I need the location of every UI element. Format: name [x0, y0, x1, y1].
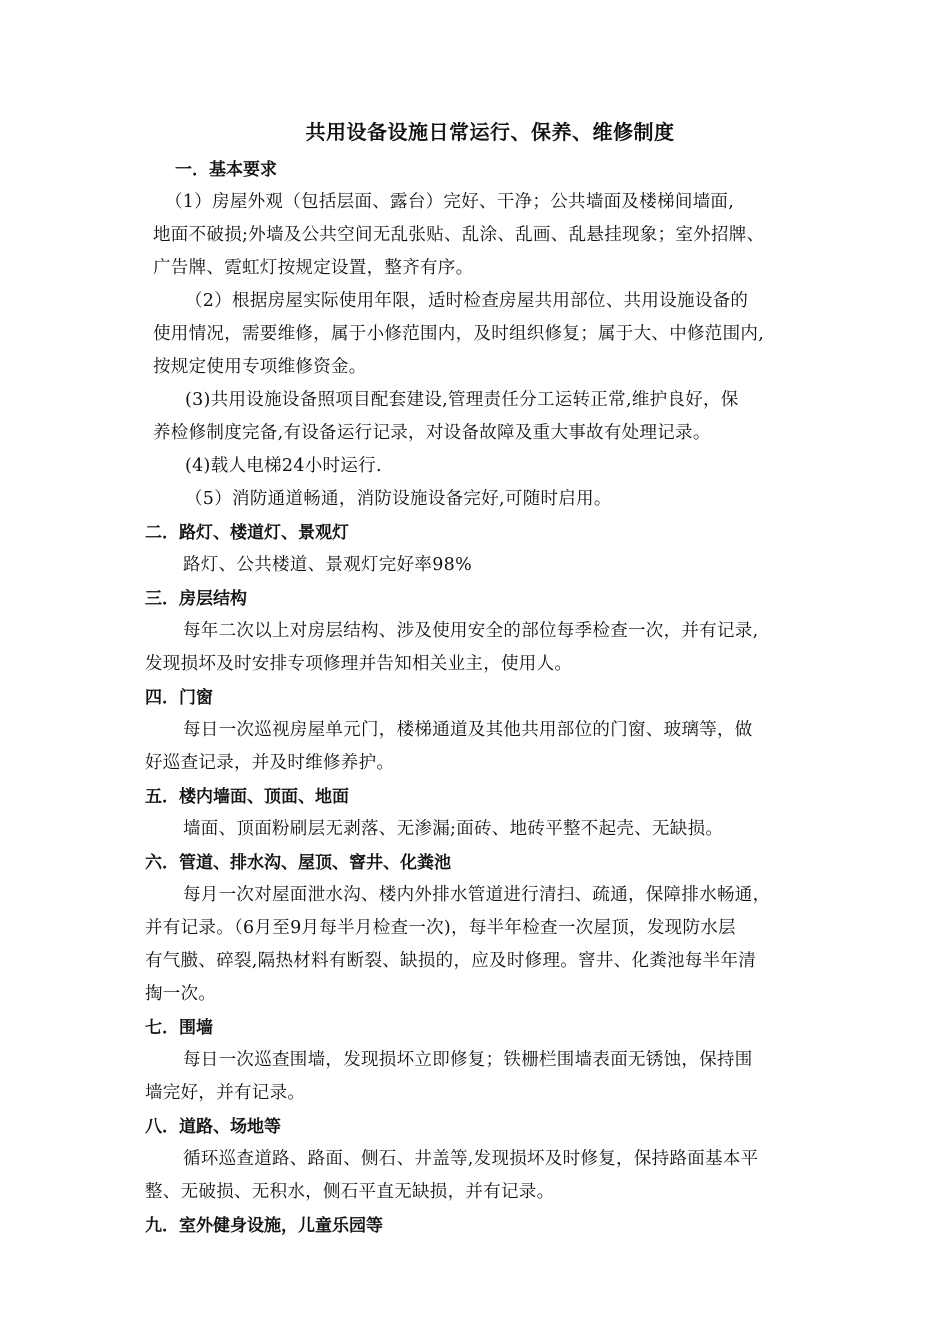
paragraph-line: 每日一次巡视房屋单元门，楼梯通道及其他共用部位的门窗、玻璃等，做	[183, 720, 753, 740]
paragraph-line: 墙面、顶面粉刷层无剥落、无渗漏;面砖、地砖平整不起壳、无缺损。	[183, 819, 724, 839]
paragraph-line: 墙完好，并有记录。	[145, 1083, 306, 1103]
paragraph-line: 每日一次巡查围墙，发现损坏立即修复；铁栅栏围墙表面无锈蚀，保持围	[183, 1050, 753, 1070]
paragraph-line: 地面不破损;外墙及公共空间无乱张贴、乱涂、乱画、乱悬挂现象；室外招牌、	[153, 225, 765, 245]
paragraph-line: 掏一次。	[145, 984, 217, 1004]
section-heading: 七．围墙	[145, 1018, 213, 1038]
paragraph-line: 整、无破损、无积水，侧石平直无缺损，并有记录。	[145, 1182, 555, 1202]
paragraph-line: 并有记录。（6月至9月每半月检查一次)，每半年检查一次屋顶，发现防水层	[145, 918, 736, 938]
section-heading: 八．道路、场地等	[145, 1117, 281, 1137]
section-heading: 一．基本要求	[175, 160, 277, 180]
document-title: 共用设备设施日常运行、保养、维修制度	[305, 120, 675, 144]
section-heading: 三．房层结构	[145, 589, 247, 609]
section-heading: 四．门窗	[145, 688, 213, 708]
paragraph-line: (4)载人电梯24小时运行.	[185, 456, 382, 476]
paragraph-line: （2）根据房屋实际使用年限，适时检查房屋共用部位、共用设施设备的	[185, 291, 749, 311]
paragraph-line: 循环巡查道路、路面、侧石、井盖等,发现损坏及时修复，保持路面基本平	[183, 1149, 759, 1169]
section-heading: 九．室外健身设施，儿童乐园等	[145, 1216, 383, 1236]
paragraph-line: 养检修制度完备,有设备运行记录，对设备故障及重大事故有处理记录。	[153, 423, 711, 443]
paragraph-line: 发现损坏及时安排专项修理并告知相关业主，使用人。	[145, 654, 573, 674]
paragraph-line: 每月一次对屋面泄水沟、楼内外排水管道进行清扫、疏通，保障排水畅通，	[183, 885, 771, 905]
paragraph-line: 路灯、公共楼道、景观灯完好率98%	[183, 555, 472, 575]
paragraph-line: 使用情况，需要维修，属于小修范围内，及时组织修复；属于大、中修范围内,	[153, 324, 765, 344]
section-heading: 五．楼内墙面、顶面、地面	[145, 787, 349, 807]
paragraph-line: 有气臌、碎裂,隔热材料有断裂、缺损的，应及时修理。窨井、化粪池每半年清	[145, 951, 757, 971]
section-heading: 二．路灯、楼道灯、景观灯	[145, 523, 349, 543]
paragraph-line: 按规定使用专项维修资金。	[153, 357, 367, 377]
paragraph-line: 广告牌、霓虹灯按规定设置，整齐有序。	[153, 258, 474, 278]
paragraph-line: (3)共用设施设备照项目配套建设,管理责任分工运转正常,维护良好，保	[185, 390, 739, 410]
paragraph-line: （5）消防通道畅通，消防设施设备完好,可随时启用。	[185, 489, 612, 509]
paragraph-line: （1）房屋外观（包括层面、露台）完好、干净；公共墙面及楼梯间墙面,	[165, 192, 735, 212]
section-heading: 六．管道、排水沟、屋顶、窨井、化粪池	[145, 853, 451, 873]
paragraph-line: 每年二次以上对房层结构、涉及使用安全的部位每季检查一次，并有记录,	[183, 621, 759, 641]
paragraph-line: 好巡查记录，并及时维修养护。	[145, 753, 395, 773]
